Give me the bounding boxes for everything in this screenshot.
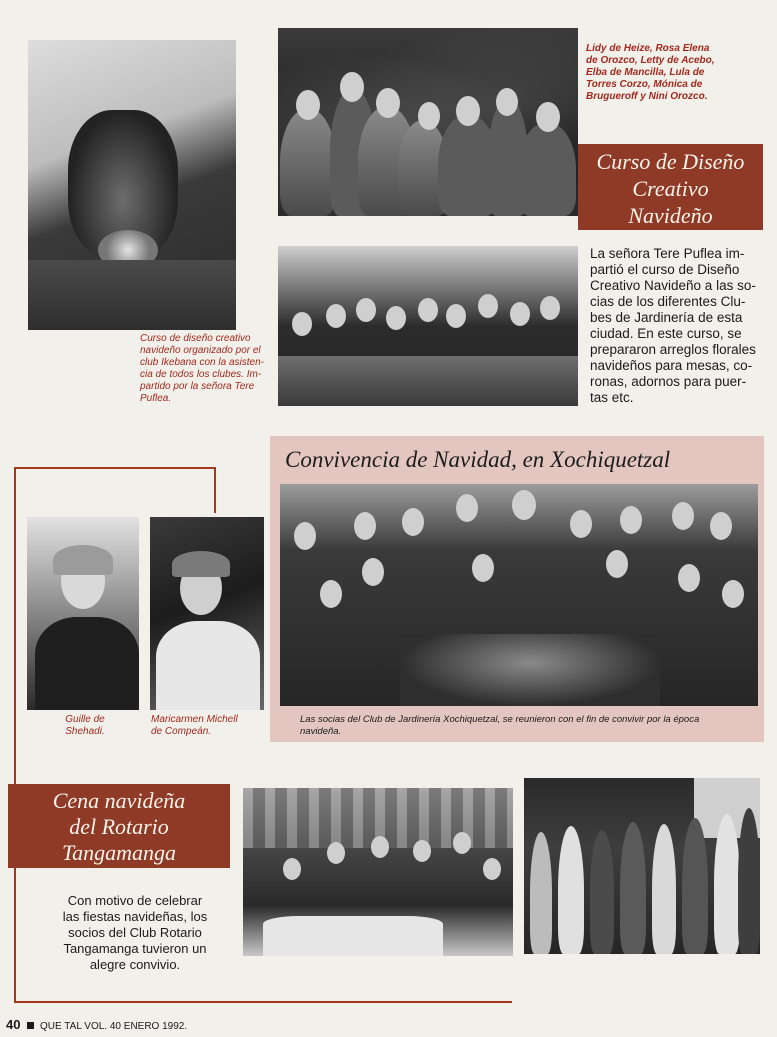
- caption-line: Maricarmen Michell: [151, 714, 238, 725]
- caption-line: cia de todos los clubes. Im-: [140, 369, 262, 380]
- body-line: socios del Club Rotario: [68, 925, 202, 940]
- divider-rule: [14, 467, 16, 1003]
- rotario-group-photo: [524, 778, 760, 954]
- xochiquetzal-caption: [300, 714, 760, 738]
- page-number: 40: [6, 1017, 21, 1032]
- caption-line: navideño organizado por el: [140, 345, 261, 356]
- title-line: del Rotario: [69, 814, 169, 839]
- footer: [6, 1018, 406, 1034]
- publication-info: QUE TAL VOL. 40 ENERO 1992.: [40, 1021, 188, 1032]
- caption-line: Lidy de Heize, Rosa Elena: [586, 43, 710, 54]
- caption-line: de Compeán.: [151, 726, 212, 737]
- xochiquetzal-group-photo: [280, 484, 758, 706]
- title-line: Cena navideña: [52, 788, 186, 813]
- section-title-cena: [8, 784, 230, 868]
- square-bullet-icon: [27, 1022, 34, 1029]
- caption-line: navideña.: [300, 726, 342, 737]
- portrait-maricarmen-photo: [150, 517, 264, 710]
- caption-line: Torres Corzo, Mónica de: [586, 79, 703, 90]
- body-line: navideños para mesas, co-: [590, 358, 753, 373]
- body-line: cias de los diferentes Clu-: [590, 294, 746, 309]
- caption-line: partido por la señora Tere: [140, 381, 255, 392]
- flower-arrangement-photo: [28, 40, 236, 330]
- title-line: Creativo: [632, 176, 709, 201]
- divider-rule: [14, 467, 216, 469]
- caption-line: de Orozco, Letty de Acebo,: [586, 55, 715, 66]
- caption-line: Las socias del Club de Jardinería Xochiquetzal, se reunieron con el fin de convivir por la época: [300, 714, 700, 725]
- flower-photo-caption: [140, 333, 280, 405]
- portrait-maricarmen-caption: [151, 714, 266, 738]
- body-line: tas etc.: [590, 390, 634, 405]
- title-line: Navideño: [628, 203, 713, 228]
- divider-rule: [14, 1001, 512, 1003]
- cena-body-text: [40, 893, 230, 973]
- body-line: partió el curso de Diseño: [590, 262, 740, 277]
- ikebana-group-photo: [278, 28, 578, 216]
- caption-line: Shehadi.: [65, 726, 105, 737]
- body-line: alegre convivio.: [89, 957, 181, 972]
- title-line: Curso de Diseño: [596, 149, 745, 174]
- caption-line: club Ikebana con la asisten-: [140, 357, 264, 368]
- caption-line: Curso de diseño creativo: [140, 333, 251, 344]
- body-line: ronas, adornos para puer-: [590, 374, 747, 389]
- section-title-convivencia: Convivencia de Navidad, en Xochiquetzal: [285, 447, 671, 472]
- body-line: bes de Jardinería de esta: [590, 310, 743, 325]
- body-line: las fiestas navideñas, los: [62, 909, 208, 924]
- caption-line: Elba de Mancilla, Lula de: [586, 67, 705, 78]
- body-line: Tangamanga tuvieron un: [63, 941, 207, 956]
- top-photo-caption: [586, 43, 746, 103]
- body-line: prepararon arreglos florales: [590, 342, 756, 357]
- portrait-guille-caption: [40, 714, 130, 738]
- title-line: Tangamanga: [61, 840, 177, 865]
- body-line: La señora Tere Puflea im-: [590, 246, 745, 261]
- body-line: Con motivo de celebrar: [67, 893, 203, 908]
- divider-rule: [214, 467, 216, 513]
- caption-line: Brugueroff y Nini Orozco.: [586, 91, 708, 102]
- curso-body-text: [590, 246, 756, 406]
- body-line: ciudad. En este curso, se: [590, 326, 742, 341]
- section-title-curso: [578, 144, 763, 230]
- class-group-photo: [278, 246, 578, 406]
- caption-line: Puflea.: [140, 393, 172, 404]
- rotario-dinner-photo: [243, 788, 513, 956]
- body-line: Creativo Navideño a las so-: [590, 278, 756, 293]
- portrait-guille-photo: [27, 517, 139, 710]
- caption-line: Guille de: [65, 714, 105, 725]
